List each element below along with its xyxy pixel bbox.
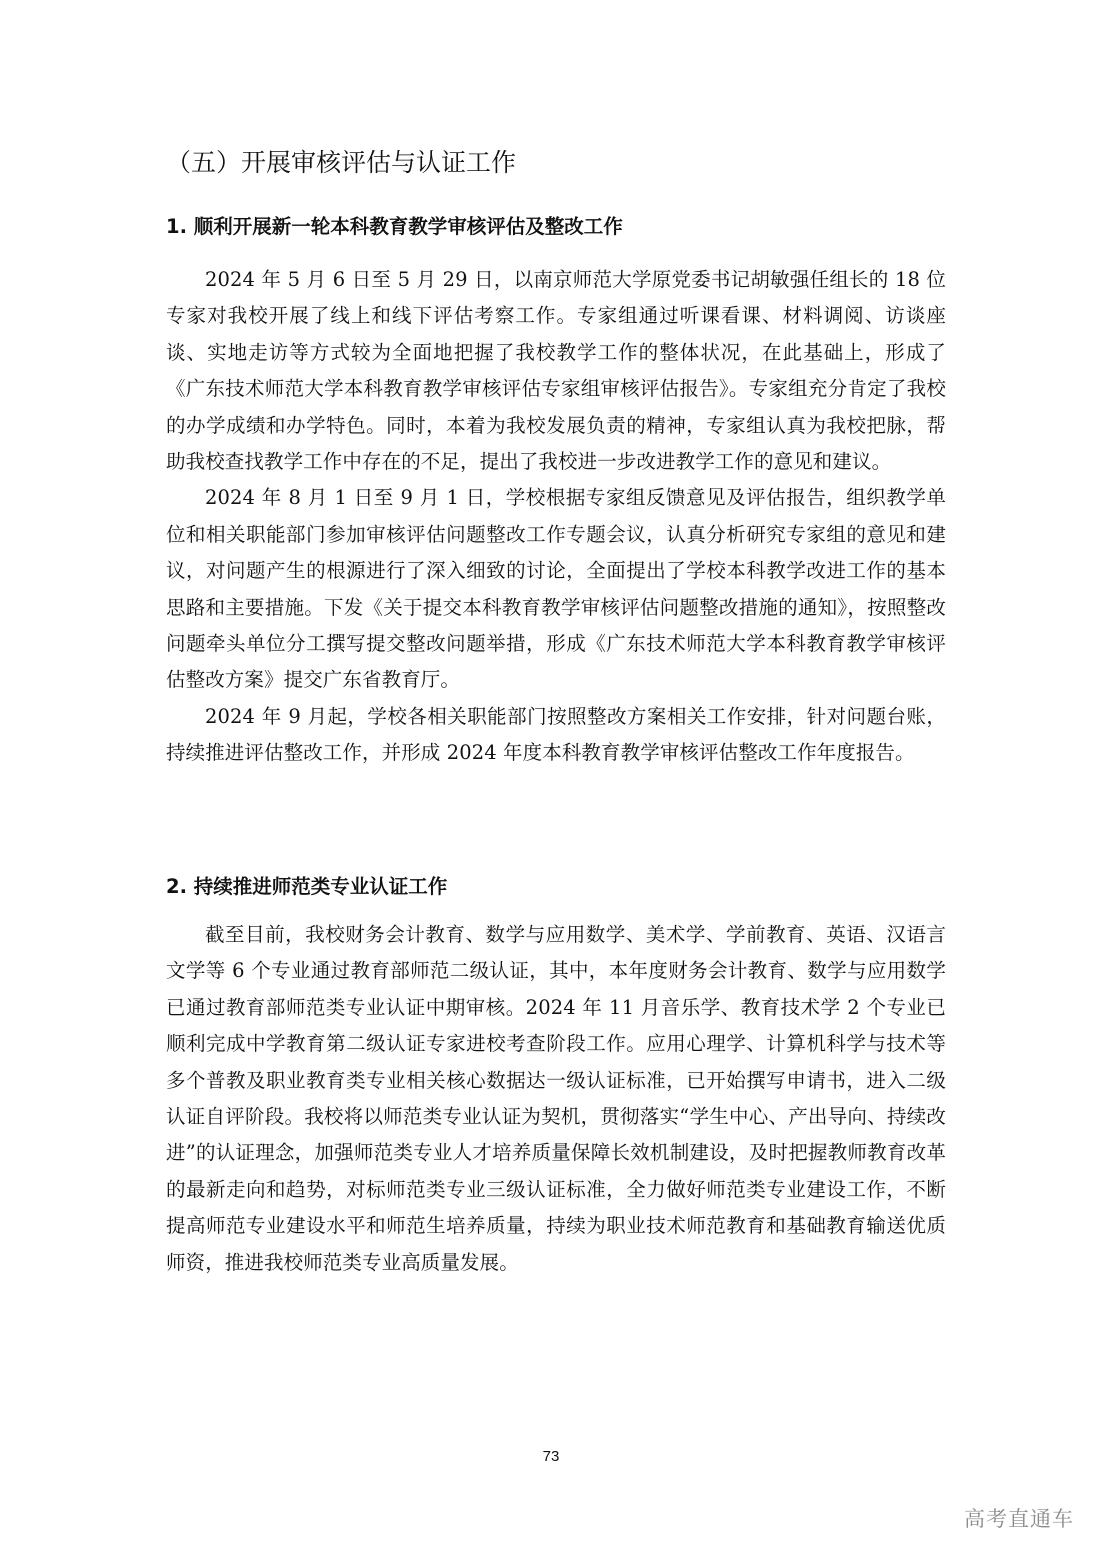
subsection-body-2 xyxy=(166,917,946,1281)
subsection-body-1 xyxy=(166,262,946,772)
subsection-heading-2: 2. 持续推进师范类专业认证工作 xyxy=(166,875,448,898)
paragraph: 2024 年 8 月 1 日至 9 月 1 日，学校根据专家组反馈意见及评估报告，组织教学单位和相关职能部门参加审核评估问题整改工作专题会议，认真分析研究专家组的意见和建议，对问题产生的根源进行了深入细致的讨论，全面提出了学校本科教学改进工作的基本思路和主要措施。下发《关于提交本科教育教学审核评估问题整改措施的通知》，按照整改问题牵头单位分工撰写提交整改问题举措，形成《广东技术师范大学本科教育教学审核评估整改方案》提交广东省教育厅。 xyxy=(166,486,946,692)
watermark: 高考直通车 xyxy=(964,1507,1074,1531)
page-number: 73 xyxy=(542,1448,560,1465)
paragraph: 截至目前，我校财务会计教育、数学与应用数学、美术学、学前教育、英语、汉语言文学等 6 个专业通过教育部师范二级认证，其中，本年度财务会计教育、数学与应用数学已通过教育部师范类专业认证中期审核。2024 年 11 月音乐学、教育技术学 2 个专业已顺利完成中学教育第二级认证专家进校考查阶段工作。应用心理学、计算机科学与技术等多个普教及职业教育类专业相关核心数据达一级认证标准，已开始撰写申请书，进入二级认证自评阶段。我校将以师范类专业认证为契机，贯彻落实“学生中心、产出导向、持续改进”的认证理念，加强师范类专业人才培养质量保障长效机制建设，及时把握教师教育改革的最新走向和趋势，对标师范类专业三级认证标准，全力做好师范类专业建设工作，不断提高师范专业建设水平和师范生培养质量，持续为职业技术师范教育和基础教育输送优质师资，推进我校师范类专业高质量发展。 xyxy=(166,923,946,1274)
subsection-heading-1: 1. 顺利开展新一轮本科教育教学审核评估及整改工作 xyxy=(166,215,623,238)
paragraph: 2024 年 5 月 6 日至 5 月 29 日，以南京师范大学原党委书记胡敏强任组长的 18 位专家对我校开展了线上和线下评估考察工作。专家组通过听课看课、材料调阅、访谈座谈、实地走访等方式较为全面地把握了我校教学工作的整体状况，在此基础上，形成了《广东技术师范大学本科教育教学审核评估专家组审核评估报告》。专家组充分肯定了我校的办学成绩和办学特色。同时，本着为我校发展负责的精神，专家组认真为我校把脉，帮助我校查找教学工作中存在的不足，提出了我校进一步改进教学工作的意见和建议。 xyxy=(166,268,946,474)
paragraph: 2024 年 9 月起，学校各相关职能部门按照整改方案相关工作安排，针对问题台账，持续推进评估整改工作，并形成 2024 年度本科教育教学审核评估整改工作年度报告。 xyxy=(166,704,946,765)
section-title: （五）开展审核评估与认证工作 xyxy=(166,148,517,177)
